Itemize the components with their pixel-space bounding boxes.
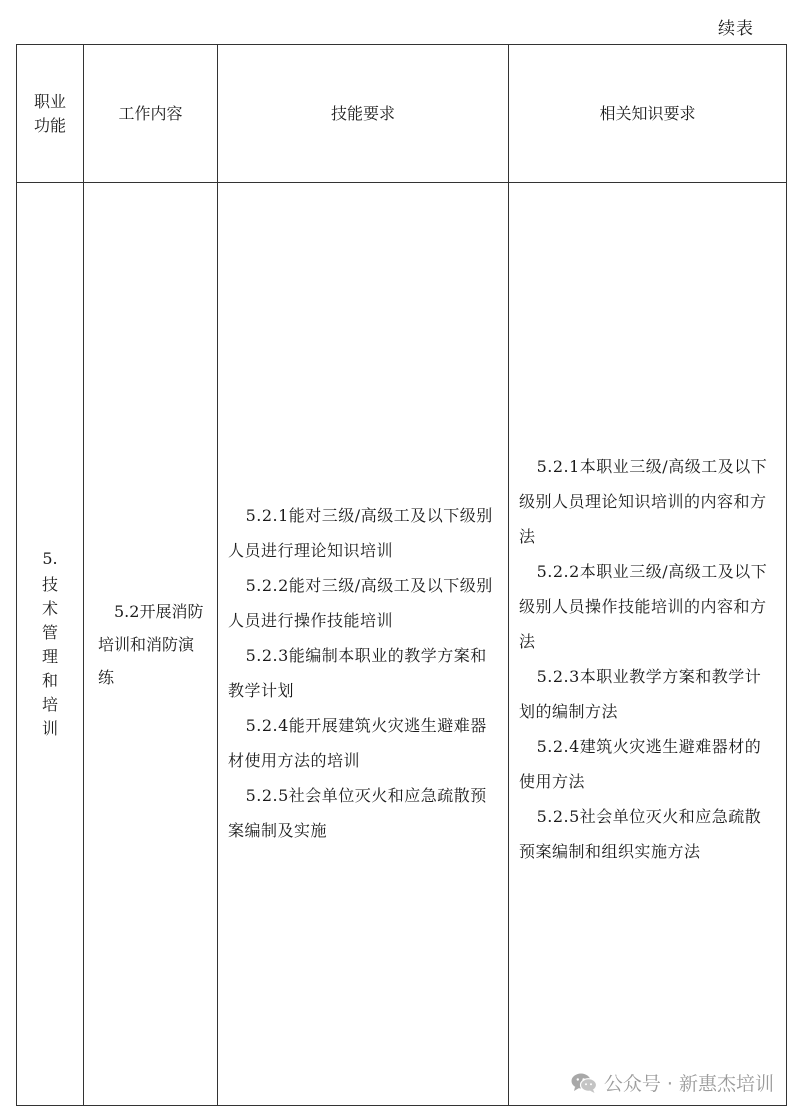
- knowledge-requirements-cell: [509, 183, 787, 1106]
- skill-item: 5.2.5社会单位灭火和应急疏散预案编制及实施: [228, 786, 487, 840]
- watermark: [570, 1069, 774, 1096]
- continued-label: 续表: [718, 19, 754, 39]
- skill-item: 5.2.3能编制本职业的教学方案和教学计划: [228, 646, 487, 700]
- skill-item: 5.2.4能开展建筑火灾逃生避难器材使用方法的培训: [228, 716, 487, 770]
- function-number: 5.: [42, 549, 58, 568]
- work-content-cell: [84, 183, 218, 1106]
- knowledge-item: 5.2.1本职业三级/高级工及以下级别人员理论知识培训的内容和方法: [519, 457, 768, 546]
- table-header-row: [17, 45, 787, 183]
- wechat-icon: [570, 1072, 598, 1094]
- function-cell: [17, 183, 84, 1106]
- header-skill-requirements: 技能要求: [218, 45, 509, 183]
- knowledge-item: 5.2.2本职业三级/高级工及以下级别人员操作技能培训的内容和方法: [519, 562, 768, 651]
- skill-requirements-cell: [218, 183, 509, 1106]
- header-function: 职业功能: [17, 45, 84, 183]
- work-content-text: 5.2开展消防培训和消防演练: [98, 601, 204, 687]
- occupational-standard-table: [16, 44, 787, 1106]
- table-row: [17, 183, 787, 1106]
- skill-item: 5.2.2能对三级/高级工及以下级别人员进行操作技能培训: [228, 576, 493, 630]
- skill-item: 5.2.1能对三级/高级工及以下级别人员进行理论知识培训: [228, 506, 493, 560]
- knowledge-item: 5.2.5社会单位灭火和应急疏散预案编制和组织实施方法: [519, 807, 762, 861]
- header-knowledge-requirements: 相关知识要求: [509, 45, 787, 183]
- header-work-content: 工作内容: [84, 45, 218, 183]
- watermark-text: 公众号 · 新惠杰培训: [603, 1073, 774, 1095]
- knowledge-item: 5.2.4建筑火灾逃生避难器材的使用方法: [519, 737, 762, 791]
- knowledge-item: 5.2.3本职业教学方案和教学计划的编制方法: [519, 667, 762, 721]
- function-name: 技术管理和培训: [41, 575, 58, 738]
